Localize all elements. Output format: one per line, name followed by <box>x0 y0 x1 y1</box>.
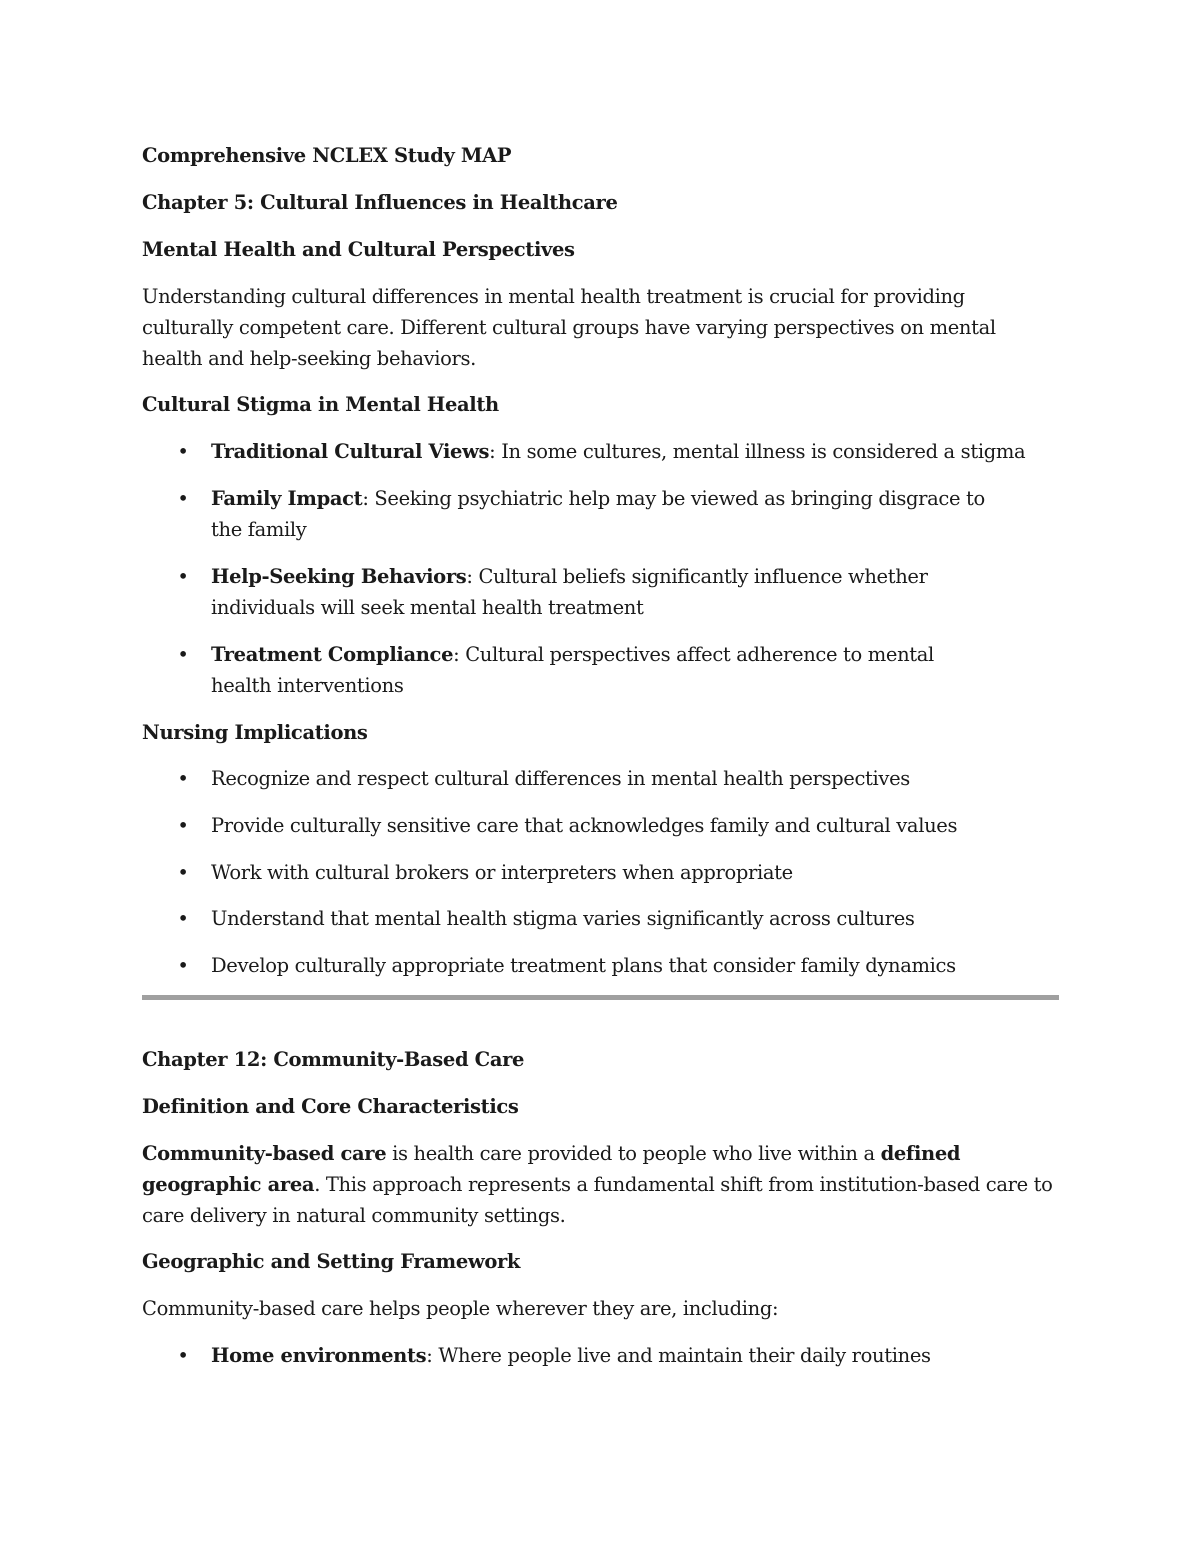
bullet-icon: • <box>177 487 189 510</box>
list-item-text: Work with cultural brokers or interpreters when appropriate <box>211 861 793 884</box>
definition-term-geographic: defined geographic area <box>142 1142 961 1196</box>
list-item-text: Develop culturally appropriate treatment plans that consider family dynamics <box>211 954 956 977</box>
list-item-text: : Cultural beliefs significantly influence whether individuals will seek mental health treatment <box>211 565 928 619</box>
list-item-term: Family Impact <box>211 487 363 510</box>
definition-paragraph: Community-based care is health care provided to people who live within a defined geographic area. This approach represents a fundamental shift from institution-based care to care delivery in natural community settings. <box>142 1142 1053 1227</box>
list-item-term: Traditional Cultural Views <box>211 440 490 463</box>
section-heading-geographic: Geographic and Setting Framework <box>142 1250 521 1273</box>
intro-paragraph: Understanding cultural differences in mental health treatment is crucial for providing culturally competent care. Different cultural groups have varying perspectives on mental health and help-seeking behaviors. <box>142 285 996 370</box>
bullet-icon: • <box>177 861 189 884</box>
chapter-12-title: Chapter 12: Community-Based Care <box>142 1048 525 1071</box>
framework-intro: Community-based care helps people wherever they are, including: <box>142 1297 779 1320</box>
section-heading-definition: Definition and Core Characteristics <box>142 1095 519 1118</box>
definition-term: Community-based care <box>142 1142 387 1165</box>
document-title: Comprehensive NCLEX Study MAP <box>142 144 512 167</box>
list-item-text: : Seeking psychiatric help may be viewed as bringing disgrace to the family <box>211 487 985 541</box>
bullet-icon: • <box>177 440 189 463</box>
section-heading-cultural-stigma: Cultural Stigma in Mental Health <box>142 393 499 416</box>
list-item-term: Help-Seeking Behaviors <box>211 565 467 588</box>
bullet-icon: • <box>177 565 189 588</box>
bullet-icon: • <box>177 954 189 977</box>
list-item-text: : In some cultures, mental illness is considered a stigma <box>489 440 1026 463</box>
bullet-icon: • <box>177 643 189 666</box>
list-item-term: Home environments <box>211 1344 427 1367</box>
bullet-icon: • <box>177 1344 189 1367</box>
horizontal-divider <box>142 995 1059 1000</box>
list-item-text: Recognize and respect cultural differences in mental health perspectives <box>211 767 910 790</box>
bullet-icon: • <box>177 767 189 790</box>
list-item-text: : Cultural perspectives affect adherence to mental health interventions <box>211 643 934 697</box>
bullet-icon: • <box>177 814 189 837</box>
section-heading-mental-health: Mental Health and Cultural Perspectives <box>142 238 575 261</box>
chapter-5-title: Chapter 5: Cultural Influences in Healthcare <box>142 191 618 214</box>
bullet-icon: • <box>177 907 189 930</box>
list-item-text: Provide culturally sensitive care that acknowledges family and cultural values <box>211 814 958 837</box>
list-item-text: Understand that mental health stigma varies significantly across cultures <box>211 907 915 930</box>
list-item-text: : Where people live and maintain their daily routines <box>426 1344 931 1367</box>
list-item-term: Treatment Compliance <box>211 643 454 666</box>
section-heading-nursing-implications: Nursing Implications <box>142 721 368 744</box>
